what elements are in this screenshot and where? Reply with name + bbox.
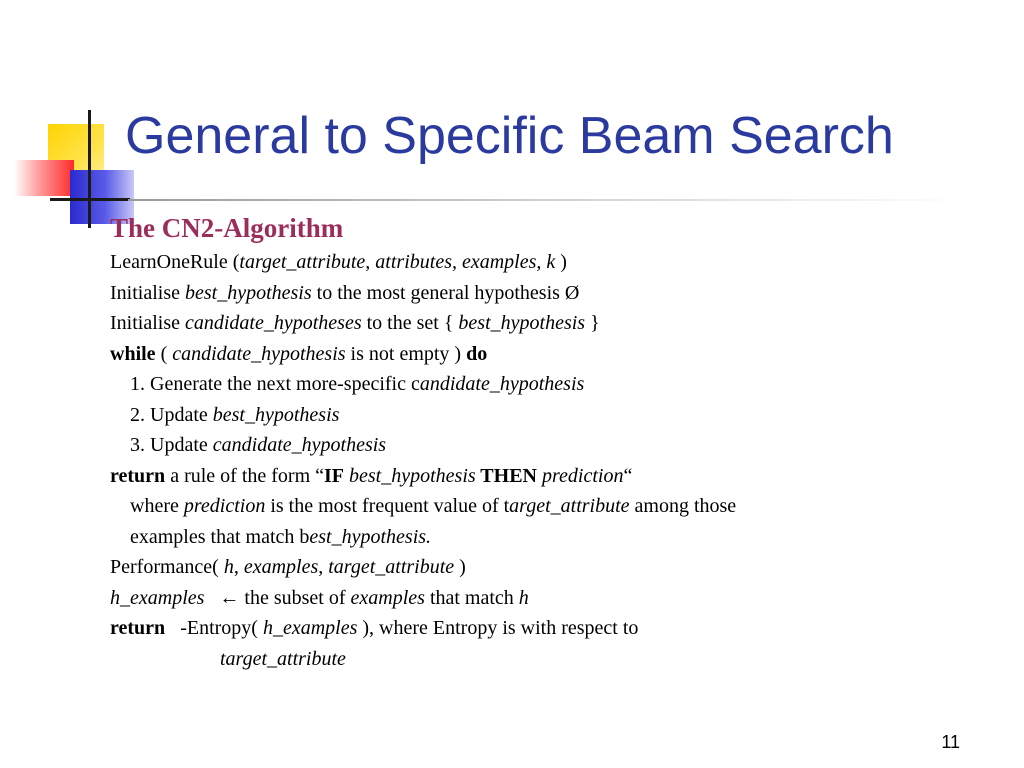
algo-line-10: examples that match best_hypothesis. — [130, 525, 432, 548]
slide-title: General to Specific Beam Search — [125, 107, 894, 165]
algo-line-4: while ( candidate_hypothesis is not empty ) do — [110, 342, 488, 365]
algo-line-8: return a rule of the form “IF best_hypothesis THEN prediction“ — [110, 464, 633, 487]
algo-line-5: 1. Generate the next more-specific candidate_hypothesis — [130, 373, 585, 395]
algo-line-13: return -Entropy( h_examples ), where Entropy is with respect to — [110, 617, 639, 639]
decor-red-square — [14, 160, 74, 196]
algo-line-7: 3. Update candidate_hypothesis — [130, 434, 387, 456]
algo-line-6: 2. Update best_hypothesis — [130, 403, 340, 426]
algo-line-9: where prediction is the most frequent value of target_attribute among those — [130, 495, 737, 517]
slide-body — [110, 209, 1000, 674]
decor-vertical-line — [88, 110, 91, 228]
algo-line-1: LearnOneRule (target_attribute, attributes, examples, k ) — [110, 251, 567, 273]
title-underline — [128, 199, 968, 201]
decor-horizontal-line — [50, 198, 130, 201]
algo-line-3: Initialise candidate_hypotheses to the set { best_hypothesis } — [110, 312, 600, 334]
page-number: 11 — [941, 732, 960, 752]
algo-line-14: target_attribute — [220, 647, 346, 670]
algo-line-2: Initialise best_hypothesis to the most general hypothesis Ø — [110, 281, 580, 304]
slide-subtitle: The CN2-Algorithm — [110, 213, 344, 243]
algo-line-12: h_examples ← the subset of examples that match h — [110, 586, 529, 609]
algo-line-11: Performance( h, examples, target_attribute ) — [110, 556, 466, 578]
